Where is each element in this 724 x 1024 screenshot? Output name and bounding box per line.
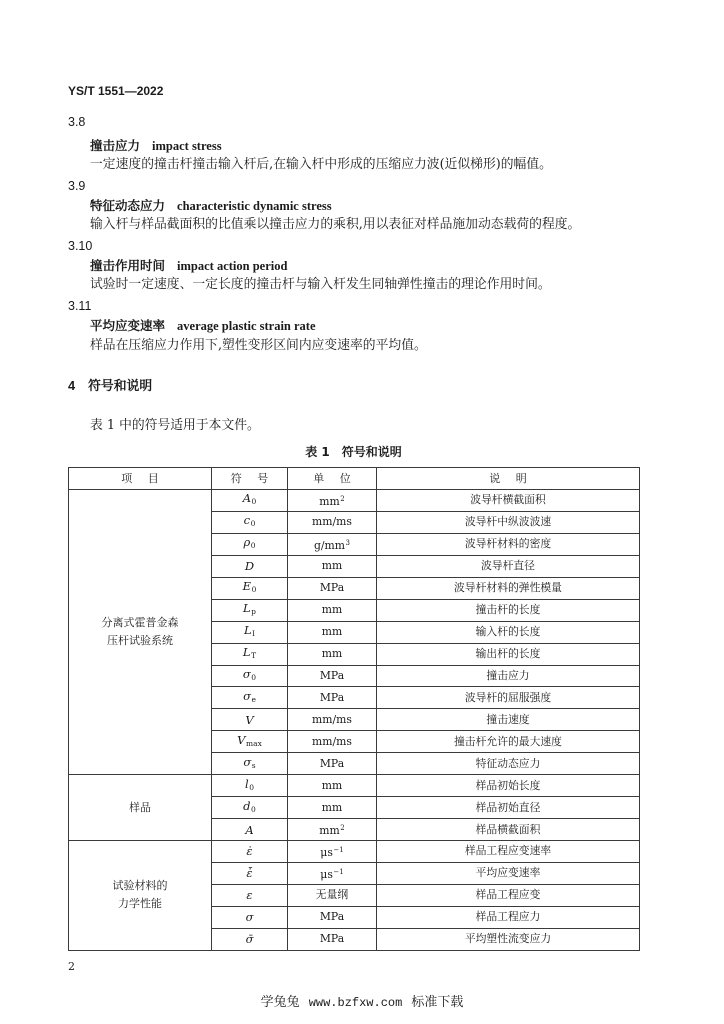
unit-base: mm [319, 494, 340, 508]
description-cell: 撞击应力 [377, 665, 640, 687]
clause-number: 3.11 [68, 299, 92, 313]
section-title: 符号和说明 [88, 379, 153, 394]
table-header-row [69, 468, 640, 490]
term-definition: 输入杆与样品截面积的比值乘以撞击应力的乘积,用以表征对样品施加动态载荷的程度。 [90, 217, 581, 232]
symbol-cell [212, 797, 288, 819]
symbol-base: ε̇̄ [246, 866, 253, 881]
symbol-cell [212, 533, 288, 555]
unit-cell [288, 841, 377, 863]
symbol-subscript: 0 [249, 782, 254, 792]
unit-base: mm/ms [312, 515, 352, 529]
term-chinese: 撞击作用时间 [90, 258, 166, 273]
page-number: 2 [68, 960, 75, 973]
symbol-cell [212, 841, 288, 863]
unit-cell [288, 533, 377, 555]
group-name-line: 分离式霍普金森 [101, 616, 179, 630]
symbol-cell [212, 928, 288, 950]
unit-cell [288, 643, 377, 665]
symbols-table [68, 467, 640, 951]
symbol-cell [212, 753, 288, 775]
description-cell: 样品初始长度 [377, 775, 640, 797]
unit-superscript: 2 [340, 494, 345, 503]
term-line [90, 199, 332, 213]
unit-cell [288, 709, 377, 731]
table-row [69, 775, 640, 797]
description-cell: 样品工程应变 [377, 884, 640, 906]
symbol-base: c [243, 513, 251, 528]
symbol-base: σ̄ [245, 932, 254, 947]
symbol-subscript: 0 [251, 585, 257, 595]
unit-cell [288, 797, 377, 819]
unit-cell [288, 731, 377, 753]
symbol-subscript: 0 [251, 672, 257, 682]
table-caption-title: 符号和说明 [341, 445, 402, 459]
description-cell: 波导杆横截面积 [377, 490, 640, 512]
table-caption [68, 445, 639, 459]
symbol-subscript: 0 [251, 497, 257, 507]
description-cell: 波导杆直径 [377, 555, 640, 577]
group-name-line: 样品 [129, 800, 151, 814]
document-number: YS/T 1551—2022 [68, 84, 164, 98]
unit-base: mm [321, 559, 343, 573]
symbol-subscript: max [245, 738, 262, 748]
symbol-cell [212, 621, 288, 643]
unit-cell [288, 775, 377, 797]
unit-superscript: 2 [340, 824, 345, 833]
group-name-line: 试验材料的 [112, 879, 168, 893]
term-chinese: 特征动态应力 [90, 198, 166, 213]
symbol-base: E [242, 579, 252, 594]
header-item: 项 目 [69, 468, 212, 490]
symbol-subscript: p [251, 607, 256, 617]
unit-base: MPa [319, 690, 345, 704]
watermark [0, 995, 724, 1011]
description-cell: 样品工程应变速率 [377, 841, 640, 863]
term-english: impact stress [152, 139, 222, 153]
clause-number: 3.9 [68, 179, 86, 193]
symbol-base: ρ [243, 535, 251, 550]
description-cell: 平均应变速率 [377, 862, 640, 884]
symbol-base: L [243, 601, 251, 616]
unit-cell [288, 928, 377, 950]
group-cell [69, 490, 212, 775]
unit-cell [288, 555, 377, 577]
group-cell [69, 841, 212, 951]
term-english: average plastic strain rate [177, 319, 316, 333]
term-chinese: 平均应变速率 [90, 318, 166, 333]
term-english: impact action period [177, 259, 288, 273]
symbol-subscript: e [251, 694, 256, 704]
symbol-base: L [242, 645, 251, 660]
term-line [90, 139, 222, 153]
unit-cell [288, 819, 377, 841]
group-name-line: 力学性能 [118, 897, 162, 911]
symbol-base: ε [246, 888, 253, 903]
watermark-url: www.bzfxw.com [308, 996, 403, 1010]
symbol-cell [212, 643, 288, 665]
table-caption-label: 表 1 [305, 445, 330, 459]
watermark-site: 学兔兔 [260, 995, 300, 1010]
description-cell: 撞击速度 [377, 709, 640, 731]
unit-base: MPa [319, 668, 345, 682]
term-line [90, 319, 316, 333]
unit-base: MPa [319, 581, 345, 595]
symbol-cell [212, 862, 288, 884]
symbol-base: σ [245, 910, 254, 925]
description-cell: 波导杆材料的弹性模量 [377, 577, 640, 599]
symbol-base: V [245, 712, 254, 727]
symbol-cell [212, 731, 288, 753]
symbol-cell [212, 906, 288, 928]
unit-base: mm/ms [312, 712, 352, 726]
symbol-base: l [245, 776, 249, 791]
unit-cell [288, 665, 377, 687]
unit-cell [288, 577, 377, 599]
symbol-base: σ [243, 754, 252, 769]
unit-cell [288, 490, 377, 512]
symbol-subscript: I [252, 629, 256, 639]
header-description: 说 明 [377, 468, 640, 490]
section-heading [68, 379, 152, 394]
symbol-base: V [237, 732, 246, 747]
clause-number: 3.10 [68, 239, 93, 253]
unit-cell [288, 753, 377, 775]
symbol-cell [212, 490, 288, 512]
description-cell: 样品工程应力 [377, 906, 640, 928]
description-cell: 输出杆的长度 [377, 643, 640, 665]
unit-cell [288, 884, 377, 906]
description-cell: 波导杆材料的密度 [377, 533, 640, 555]
unit-cell [288, 511, 377, 533]
unit-cell [288, 862, 377, 884]
term-line [90, 259, 287, 273]
symbol-base: A [245, 822, 254, 837]
section-intro: 表 1 中的符号适用于本文件。 [90, 418, 260, 433]
description-cell: 特征动态应力 [377, 753, 640, 775]
group-cell [69, 775, 212, 841]
unit-cell [288, 621, 377, 643]
table-body [69, 490, 640, 951]
term-definition: 一定速度的撞击杆撞击输入杆后,在输入杆中形成的压缩应力波(近似梯形)的幅值。 [90, 157, 552, 172]
unit-base: mm [321, 647, 343, 661]
unit-base: MPa [319, 910, 345, 924]
symbol-base: d [243, 798, 251, 813]
term-english: characteristic dynamic stress [177, 199, 332, 213]
symbol-base: σ [243, 688, 251, 703]
symbol-cell [212, 665, 288, 687]
watermark-text: 标准下载 [411, 995, 464, 1010]
clause-number: 3.8 [68, 115, 86, 129]
description-cell: 平均塑性流变应力 [377, 928, 640, 950]
symbol-cell [212, 577, 288, 599]
description-cell: 波导杆中纵波波速 [377, 511, 640, 533]
unit-cell [288, 906, 377, 928]
unit-base: MPa [319, 756, 345, 770]
unit-base: mm/ms [312, 734, 352, 748]
description-cell: 样品初始直径 [377, 797, 640, 819]
symbol-subscript: 0 [251, 804, 256, 814]
description-cell: 样品横截面积 [377, 819, 640, 841]
unit-cell [288, 599, 377, 621]
description-cell: 波导杆的屈服强度 [377, 687, 640, 709]
symbol-subscript: T [251, 651, 257, 661]
symbol-base: D [244, 559, 255, 574]
symbol-subscript: 0 [250, 541, 256, 551]
term-definition: 试验时一定速度、一定长度的撞击杆与输入杆发生同轴弹性撞击的理论作用时间。 [90, 277, 551, 292]
symbol-subscript: 0 [250, 519, 256, 529]
unit-base: mm [321, 625, 343, 639]
unit-base: mm [321, 800, 343, 814]
unit-superscript: −1 [333, 867, 344, 876]
description-cell: 输入杆的长度 [377, 621, 640, 643]
symbol-cell [212, 511, 288, 533]
symbol-base: ε̇ [246, 844, 253, 859]
symbol-cell [212, 599, 288, 621]
unit-base: mm [321, 778, 343, 792]
table-row [69, 841, 640, 863]
symbol-base: σ [242, 666, 251, 681]
term-chinese: 撞击应力 [90, 138, 141, 153]
symbol-cell [212, 555, 288, 577]
unit-base: MPa [319, 932, 345, 946]
unit-base: mm [321, 603, 343, 617]
unit-superscript: −1 [333, 845, 344, 854]
symbol-cell [212, 775, 288, 797]
header-unit: 单 位 [288, 468, 377, 490]
description-cell: 撞击杆的长度 [377, 599, 640, 621]
symbol-base: A [242, 491, 252, 506]
unit-base: g/mm [314, 538, 346, 552]
section-number: 4 [68, 378, 76, 393]
group-name-line: 压杆试验系统 [107, 634, 173, 648]
symbol-cell [212, 884, 288, 906]
unit-base: μs [320, 867, 333, 881]
symbol-subscript: s [251, 760, 256, 770]
unit-cell [288, 687, 377, 709]
symbol-cell [212, 819, 288, 841]
term-definition: 样品在压缩应力作用下,塑性变形区间内应变速率的平均值。 [90, 338, 427, 353]
unit-base: mm [319, 824, 340, 838]
header-symbol: 符 号 [212, 468, 288, 490]
unit-superscript: 3 [345, 538, 350, 547]
symbol-cell [212, 687, 288, 709]
unit-base: μs [320, 845, 333, 859]
table-row [69, 490, 640, 512]
symbol-base: L [243, 623, 252, 638]
description-cell: 撞击杆允许的最大速度 [377, 731, 640, 753]
unit-base: 无量纲 [315, 888, 349, 902]
symbol-cell [212, 709, 288, 731]
